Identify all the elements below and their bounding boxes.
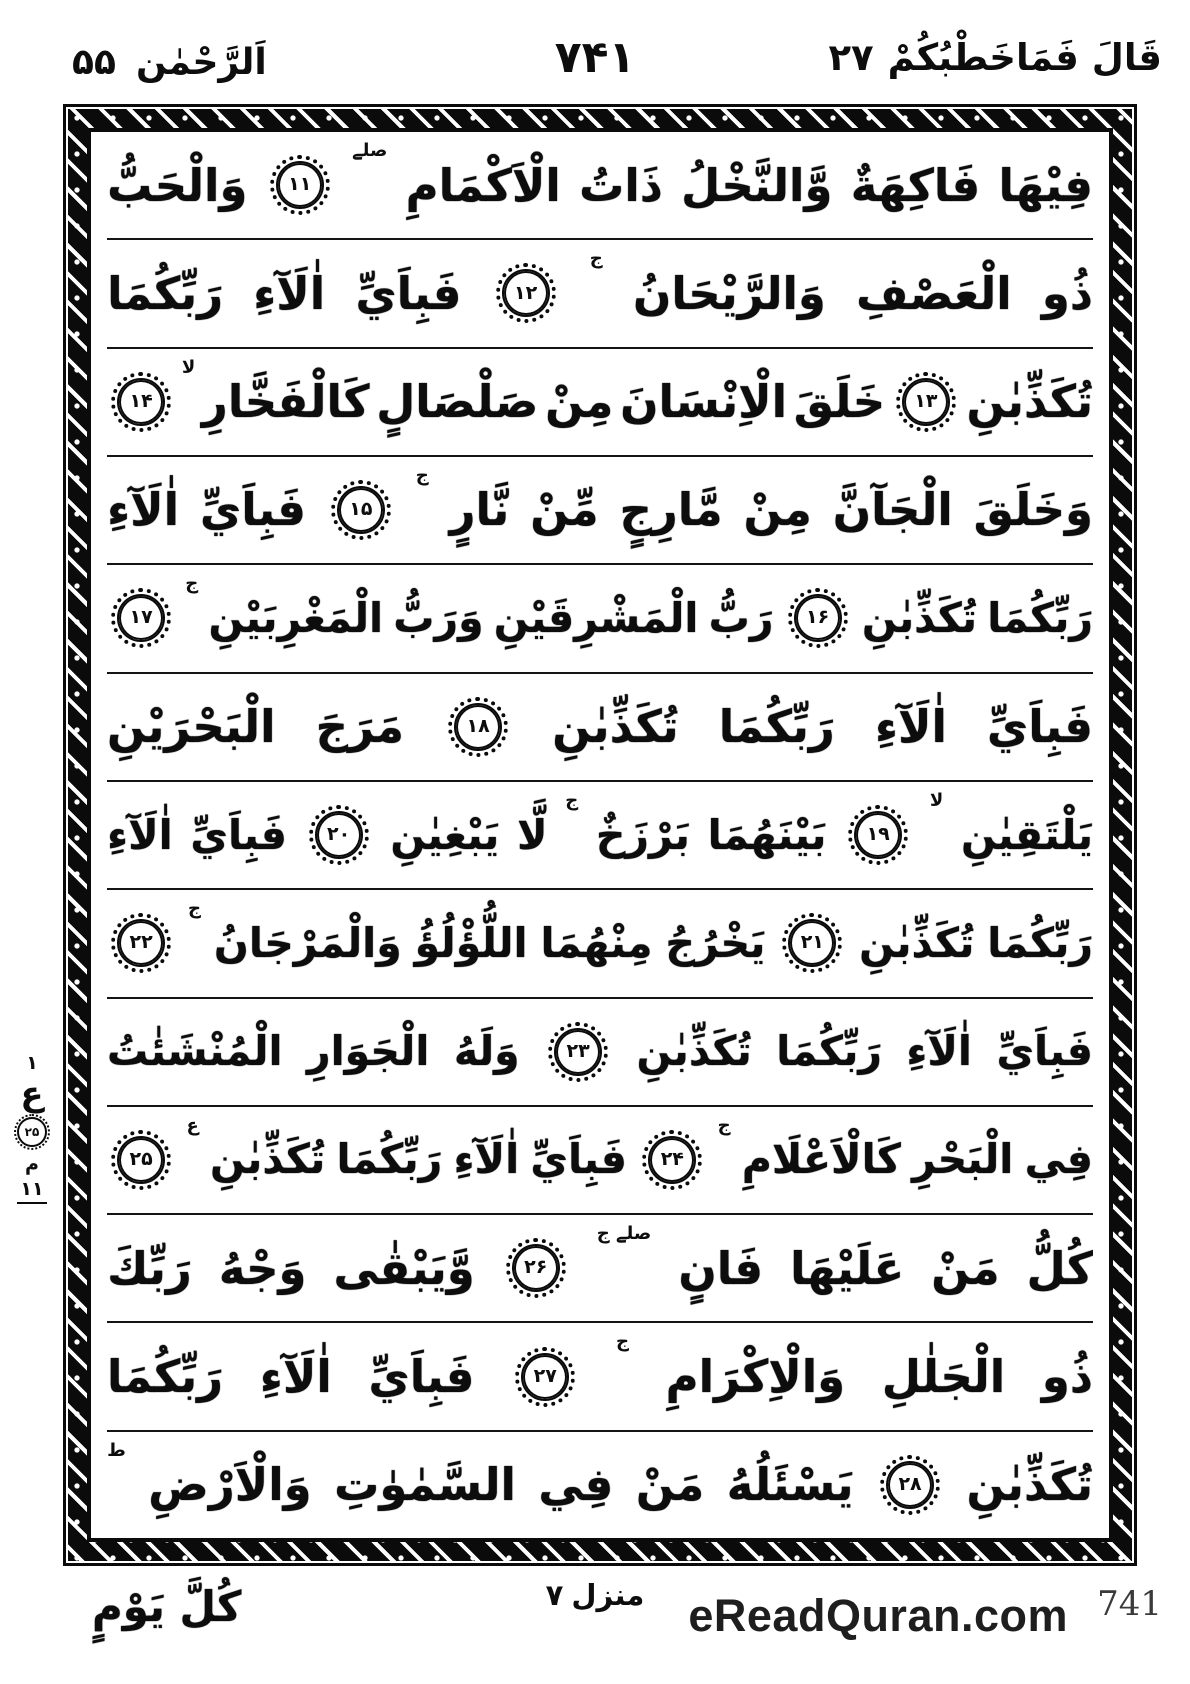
quran-word: فَبِاَيِّ <box>368 1349 475 1403</box>
waqf-mark: ج <box>565 789 579 811</box>
watermark: eReadQuran.com <box>688 1590 1068 1641</box>
quran-word: رَبِّكُمَا <box>987 918 1093 967</box>
aya-number-marker: ۲۵ <box>117 1136 165 1184</box>
aya-number-marker: ۲۴ <box>648 1136 696 1184</box>
quran-word: مَنْ <box>635 1458 705 1512</box>
quran-line <box>107 1105 1093 1213</box>
quran-word: الْجَآنَّ <box>832 483 953 537</box>
quran-word: اٰلَآءِ <box>874 700 947 754</box>
quran-word: رَبِّكُمَا <box>718 700 835 754</box>
quran-word: يَبْغِيٰنِ <box>390 810 500 859</box>
aya-number-marker: ۱۳ <box>902 378 950 426</box>
ruku-ain-symbol: ع <box>20 1074 44 1114</box>
aya-number-marker: ۲۰ <box>315 811 363 859</box>
quran-word: تُكَذِّبٰنِ <box>861 593 978 642</box>
quran-word: كُلُّ <box>1026 1241 1093 1295</box>
quran-word: فِيْهَا <box>998 158 1093 212</box>
surah-title: اَلرَّحْمٰن <box>135 42 267 83</box>
page-header <box>0 30 1190 100</box>
quran-line <box>107 1321 1093 1429</box>
quran-word: مِّنْ <box>530 483 599 537</box>
quran-word: وَالْحَبُّ <box>107 158 248 212</box>
quran-word: فَبِاَيِّ <box>530 1135 627 1184</box>
waqf-mark: ج <box>415 464 429 486</box>
quran-word: الْمُنْشَئٰتُ <box>107 1027 283 1076</box>
quran-word: اٰلَآءِ <box>453 1135 520 1184</box>
quran-word: اٰلَآءِ <box>107 483 180 537</box>
aya-number-marker: ۲۷ <box>521 1353 569 1401</box>
quran-word: الْعَصْفِ <box>856 266 1012 320</box>
juz-title: قَالَ فَمَاخَطْبُكُمْ <box>887 36 1162 79</box>
ruku-in-para-number: ۱۱ <box>17 1178 46 1204</box>
waqf-mark: ج <box>589 248 603 270</box>
quran-line <box>107 997 1093 1105</box>
quran-word: رَبِّكُمَا <box>336 1135 443 1184</box>
quran-word: فِي <box>1024 1135 1093 1184</box>
quran-line <box>107 132 1093 238</box>
quran-word: يَسْئَلُهُ <box>726 1458 854 1512</box>
aya-number-marker: ۲۶ <box>512 1244 560 1292</box>
waqf-mark: لا <box>181 356 196 378</box>
quran-word: ذَاتُ <box>579 158 663 212</box>
page-number-bottom: 741 <box>1097 1584 1162 1624</box>
quran-line <box>107 672 1093 780</box>
quran-word: وَخَلَقَ <box>973 483 1093 537</box>
aya-number-marker: ۲۲ <box>117 919 165 967</box>
quran-word: مِنْهُمَا <box>540 918 653 967</box>
manzil-marker <box>546 1578 645 1612</box>
waqf-mark: صلے <box>352 140 388 161</box>
quran-word: الْجَوَارِ <box>307 1027 430 1076</box>
quran-word: فَاكِهَةٌ <box>850 158 981 212</box>
quran-word: وَّيَبْقٰى <box>333 1241 475 1295</box>
aya-number-marker: ۱۲ <box>502 269 550 317</box>
quran-word: الْبَحْرِ <box>912 1135 1014 1184</box>
quran-line <box>107 780 1093 888</box>
quran-line <box>107 347 1093 455</box>
quran-word: رَبِّكُمَا <box>107 266 224 320</box>
surah-header <box>72 42 267 83</box>
ornamental-border-band <box>68 109 1132 1561</box>
aya-number-marker: ۱۹ <box>854 811 902 859</box>
waqf-mark: ج <box>187 898 201 920</box>
ruku-aya-badge: ۲۵ <box>17 1117 47 1147</box>
quran-word: كَالْاَعْلَامِ <box>741 1135 901 1184</box>
quran-line <box>107 455 1093 563</box>
surah-number: ۵۵ <box>72 42 116 83</box>
ruku-margin-marker <box>6 1052 58 1204</box>
quran-word: يَخْرُجُ <box>665 918 766 967</box>
quran-word: كَالْفَخَّارِ <box>201 375 370 429</box>
juz-header <box>828 36 1162 79</box>
quran-text-area <box>87 128 1113 1542</box>
waqf-mark: ج <box>185 573 199 595</box>
quran-word: بَرْزَخٌ <box>595 810 690 859</box>
quran-word: ذُو <box>1041 266 1093 320</box>
quran-word: تُكَذِّبٰنِ <box>966 375 1093 429</box>
mushaf-frame <box>63 104 1137 1566</box>
quran-word: الْجَلٰلِ <box>881 1349 1006 1403</box>
aya-number-marker: ۱۵ <box>337 486 385 534</box>
quran-word: تُكَذِّبٰنِ <box>966 1458 1093 1512</box>
quran-word: الْمَغْرِبَيْنِ <box>208 593 384 642</box>
quran-word: تُكَذِّبٰنِ <box>636 1027 752 1076</box>
quran-word: رَبِّكُمَا <box>776 1027 882 1076</box>
quran-word: رَبِّكُمَا <box>987 593 1093 642</box>
quran-word: نَّارٍ <box>449 483 510 537</box>
quran-line <box>107 888 1093 996</box>
quran-word: ذُو <box>1041 1349 1093 1403</box>
waqf-mark: ج <box>615 1331 629 1353</box>
quran-word: الْاَكْمَامِ <box>405 158 561 212</box>
juz-number: ۲۷ <box>828 36 874 79</box>
aya-number-marker: ۲۱ <box>788 919 836 967</box>
aya-number-marker: ۱۱ <box>276 161 324 209</box>
quran-word: عَلَيْهَا <box>790 1241 905 1295</box>
quran-word: اٰلَآءِ <box>259 1349 332 1403</box>
quran-word: مَّارِجٍ <box>619 483 723 537</box>
quran-word: وَجْهُ <box>218 1241 307 1295</box>
quran-word: بَيْنَهُمَا <box>707 810 827 859</box>
quran-word: فَانٍ <box>678 1241 764 1295</box>
waqf-mark: لا <box>929 789 944 811</box>
quran-word: فَبِاَيِّ <box>987 700 1093 754</box>
quran-word: الْبَحْرَيْنِ <box>107 700 276 754</box>
page-footer <box>0 1576 1190 1676</box>
quran-word: وَرَبُّ <box>393 593 484 642</box>
quran-word: مِنْ <box>545 375 614 429</box>
quran-word: وَلَهُ <box>453 1027 520 1076</box>
quran-word: تُكَذِّبٰنِ <box>210 1135 326 1184</box>
waqf-mark: ع <box>186 1114 199 1136</box>
quran-word: فَبِاَيِّ <box>190 810 287 859</box>
quran-word: مَنْ <box>931 1241 1000 1295</box>
quran-word: صَلْصَالٍ <box>376 375 539 429</box>
catchword: كُلَّ يَوْمٍ <box>92 1582 242 1631</box>
quran-line <box>107 1213 1093 1321</box>
waqf-mark: ج <box>717 1114 731 1136</box>
quran-word: فَبِاَيِّ <box>199 483 306 537</box>
quran-word: اٰلَآءِ <box>906 1027 972 1076</box>
quran-word: فَبِاَيِّ <box>355 266 462 320</box>
quran-word: فَبِاَيِّ <box>996 1027 1093 1076</box>
quran-word: وَالْمَرْجَانُ <box>213 918 402 967</box>
quran-word: وَالْاَرْضِ <box>148 1458 312 1512</box>
quran-word: مَرَجَ <box>315 700 404 754</box>
manzil-label: منزل <box>571 1578 645 1612</box>
page-number-top: ۷۴۱ <box>554 32 636 83</box>
quran-word: وَالرَّيْحَانُ <box>632 266 826 320</box>
quran-word: وَّالنَّخْلُ <box>681 158 833 212</box>
ruku-in-surah-number: ۱ <box>26 1052 38 1074</box>
quran-word: تُكَذِّبٰنِ <box>552 700 679 754</box>
quran-word: اٰلَآءِ <box>253 266 326 320</box>
quran-word: يَلْتَقِيٰنِ <box>960 810 1093 859</box>
quran-word: اللُّؤْلُؤُ <box>414 918 528 967</box>
quran-word: الْاِنْسَانَ <box>620 375 788 429</box>
waqf-mark: صلے ج <box>596 1223 652 1245</box>
quran-word: تُكَذِّبٰنِ <box>859 918 975 967</box>
quran-word: وَالْاِكْرَامِ <box>665 1349 846 1403</box>
ruku-letter: م <box>25 1153 39 1175</box>
aya-number-marker: ۱۷ <box>117 594 165 642</box>
manzil-number: ۷ <box>545 1578 564 1612</box>
aya-number-marker: ۱۴ <box>117 378 165 426</box>
quran-word: فِي <box>538 1458 614 1512</box>
quran-line <box>107 238 1093 346</box>
quran-word: رَبِّكُمَا <box>107 1349 224 1403</box>
aya-number-marker: ۲۳ <box>554 1028 602 1076</box>
aya-number-marker: ۱۸ <box>454 703 502 751</box>
quran-line <box>107 563 1093 671</box>
quran-word: اٰلَآءِ <box>107 810 173 859</box>
waqf-mark: ط <box>107 1439 126 1461</box>
quran-word: رَبُّ <box>708 593 774 642</box>
aya-number-marker: ۲۸ <box>886 1461 934 1509</box>
quran-word: لَّا <box>516 810 548 859</box>
quran-word: السَّمٰوٰتِ <box>334 1458 516 1512</box>
quran-word: خَلَقَ <box>793 375 886 429</box>
quran-word: الْمَشْرِقَيْنِ <box>493 593 699 642</box>
aya-number-marker: ۱۶ <box>794 594 842 642</box>
quran-word: مِنْ <box>743 483 812 537</box>
quran-word: رَبِّكَ <box>107 1241 192 1295</box>
quran-line <box>107 1430 1093 1538</box>
